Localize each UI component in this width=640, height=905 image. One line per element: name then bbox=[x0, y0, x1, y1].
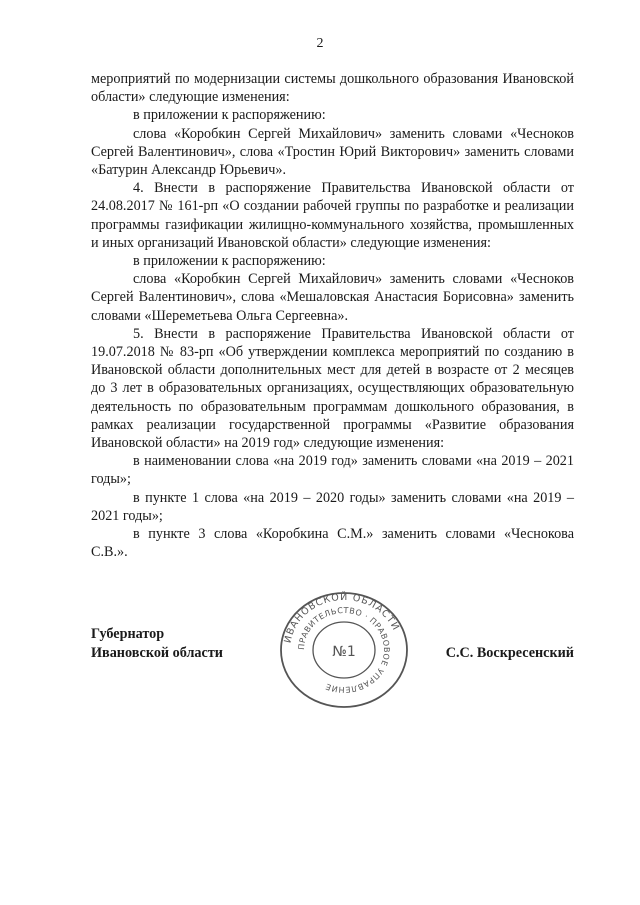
stamp-outer-text: ИВАНОВСКОЙ ОБЛАСТИ bbox=[282, 591, 402, 645]
paragraph: в приложении к распоряжению: bbox=[133, 107, 326, 124]
signatory-name: С.С. Воскресенский bbox=[445, 645, 574, 661]
paragraph: слова «Коробкин Сергей Михайлович» заменить словами «Чесноков Сергей Валентинович», слова «Мешаловская Анастасия Борисовна» заменить словами «Шереметьева Ольга Сергеевна». bbox=[91, 271, 574, 324]
paragraph: 5. Внести в распоряжение Правительства Ивановской области от 19.07.2018 № 83-рп «Об утверждении комплекса мероприятий по созданию в Ивановской области дополнительных мест для детей в возрасте от 2 месяцев до 3 лет в образовательных организациях, осуществляющих образовательную деятельность по образовательным программам дошкольного образования, в рамках реализации государственной программы «Развитие образования Ивановской области» на 2019 год» следующие изменения: bbox=[91, 325, 574, 452]
official-stamp bbox=[270, 591, 418, 709]
paragraph: в наименовании слова «на 2019 год» заменить словами «на 2019 – 2021 годы»; bbox=[91, 453, 574, 488]
signatory-position bbox=[91, 625, 223, 663]
page-number: 2 bbox=[316, 36, 324, 51]
paragraph: слова «Коробкин Сергей Михайлович» заменить словами «Чесноков Сергей Валентинович», слова «Тростин Юрий Викторович» заменить словами «Батурин Александр Юрьевич». bbox=[91, 125, 574, 179]
signatory-position-line2: Ивановской области bbox=[91, 645, 223, 661]
stamp-number: №1 bbox=[332, 644, 356, 660]
paragraph: 4. Внести в распоряжение Правительства Ивановской области от 24.08.2017 № 161-рп «О создании рабочей группы по разработке и реализации программы газификации жилищно-коммунального хозяйства, промышленных и иных организаций Ивановской области» следующие изменения: bbox=[91, 180, 574, 251]
document-body bbox=[91, 70, 574, 561]
paragraph: в пункте 1 слова «на 2019 – 2020 годы» заменить словами «на 2019 – 2021 годы»; bbox=[91, 489, 574, 524]
paragraph: в приложении к распоряжению: bbox=[133, 253, 326, 270]
stamp-inner-text: ПРАВИТЕЛЬСТВО · ПРАВОВОЕ УПРАВЛЕНИЕ bbox=[296, 605, 392, 695]
paragraph: в пункте 3 слова «Коробкина С.М.» заменить словами «Чеснокова С.В.». bbox=[91, 526, 574, 561]
signatory-position-line1: Губернатор bbox=[91, 626, 165, 642]
paragraph: мероприятий по модернизации системы дошкольного образования Ивановской области» следующие изменения: bbox=[91, 71, 574, 106]
